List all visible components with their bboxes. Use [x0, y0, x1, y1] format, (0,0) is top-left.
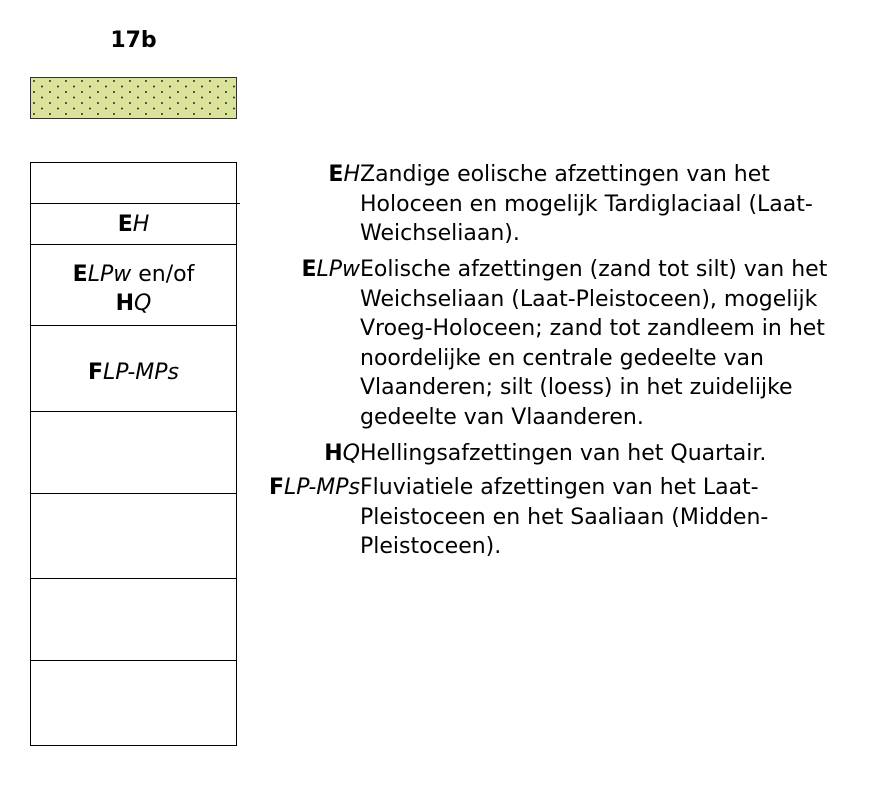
layer-boundary — [31, 325, 236, 326]
layer-boundary — [31, 660, 236, 661]
layer-boundary — [31, 493, 236, 494]
legend-description: Zandige eolische afzettingen van het Holoceen en mogelijk Tardiglaciaal (Laat-Weichseliaan). — [360, 162, 813, 246]
legend-code: HQ — [324, 441, 360, 466]
layer-label-eh: EH — [117, 212, 150, 237]
legend-description: Hellingsafzettingen van het Quartair. — [360, 441, 767, 466]
layer-boundary — [31, 578, 236, 579]
profile-title: 17b — [110, 28, 157, 53]
legend-code: ELPw — [301, 257, 360, 282]
layer-boundary — [31, 244, 236, 245]
surface-sand-swatch — [30, 77, 237, 119]
legend-description: Fluviatiele afzettingen van het Laat-Pleistoceen en het Saaliaan (Midden-Pleistoceen). — [360, 475, 769, 559]
layer-boundary — [31, 203, 240, 204]
stratigraphic-column — [30, 162, 237, 746]
legend-description: Eolische afzettingen (zand tot silt) van het Weichseliaan (Laat-Pleistoceen), mogelijk Vroeg-Holoceen; zand tot zandleem in het noordelijke en centrale gedeelte van Vlaanderen; silt (loess) in het zuidelijke gedeelte van Vlaanderen. — [360, 257, 828, 430]
layer-boundary — [31, 411, 236, 412]
legend-code: EH — [328, 162, 360, 187]
layer-label-flp-mps: FLP-MPs — [88, 360, 179, 385]
legend-code: FLP-MPs — [269, 475, 360, 500]
layer-label-hq: HQ — [115, 291, 152, 316]
layer-label-elpw: ELPw en/of — [72, 262, 195, 287]
